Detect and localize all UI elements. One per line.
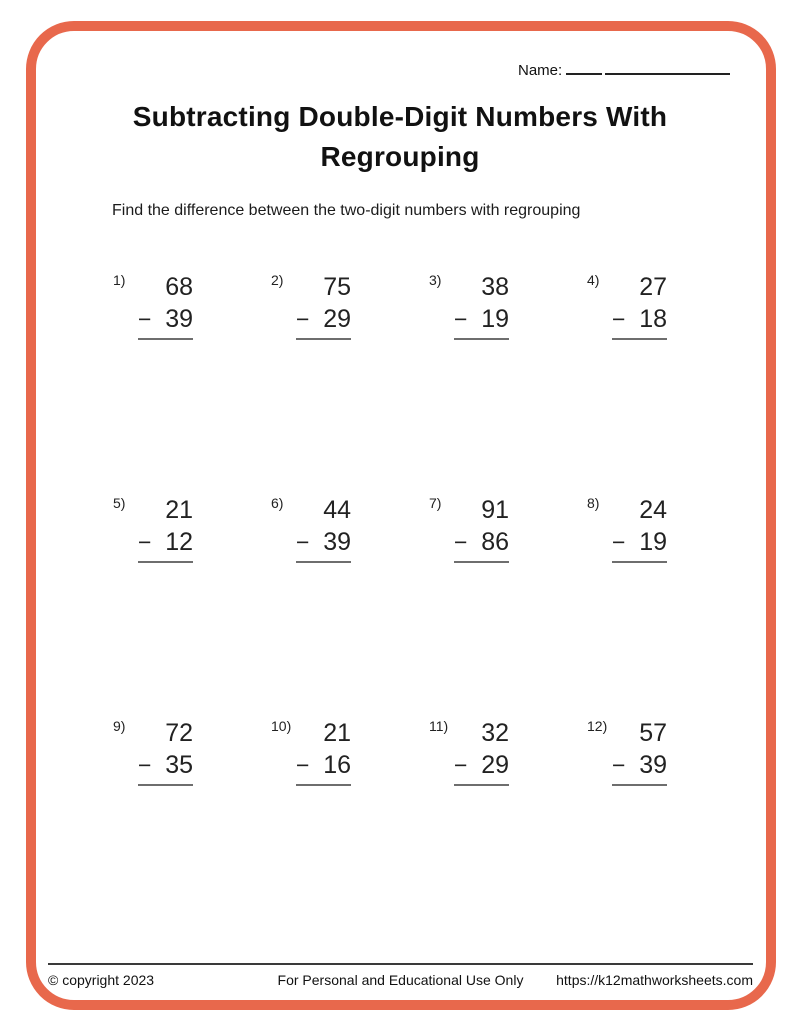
subtraction-problem — [429, 715, 587, 938]
problem-number: 9) — [113, 718, 126, 734]
answer-line — [612, 338, 667, 340]
problem-number: 10) — [271, 718, 292, 734]
minus-sign: − — [296, 306, 310, 332]
subtrahend-row — [454, 529, 509, 555]
copyright-text: © copyright 2023 — [48, 972, 155, 988]
subtrahend-row — [454, 752, 509, 778]
answer-line — [612, 561, 667, 563]
problem-number: 5) — [113, 495, 126, 511]
minus-sign: − — [612, 529, 626, 555]
usage-text: For Personal and Educational Use Only — [277, 972, 524, 988]
problem-number: 6) — [271, 495, 284, 511]
answer-line — [296, 338, 351, 340]
problem-body — [612, 715, 667, 786]
minus-sign: − — [612, 752, 626, 778]
subtrahend: 39 — [639, 751, 667, 779]
subtraction-problem — [587, 492, 745, 715]
minus-sign: − — [138, 752, 152, 778]
name-blank-line-long — [605, 60, 730, 75]
footer-divider — [48, 963, 753, 965]
minus-sign: − — [454, 306, 468, 332]
problem-body — [296, 715, 351, 786]
site-url: https://k12mathworksheets.com — [556, 972, 753, 988]
instruction-text: Find the difference between the two-digit numbers with regrouping — [112, 202, 581, 219]
subtraction-problem — [113, 715, 271, 938]
minuend: 91 — [481, 496, 509, 524]
subtrahend: 19 — [639, 528, 667, 556]
subtrahend: 16 — [323, 751, 351, 779]
minuend: 24 — [639, 496, 667, 524]
minus-sign: − — [296, 752, 310, 778]
subtraction-problem — [271, 715, 429, 938]
subtraction-problem — [429, 269, 587, 492]
problem-number: 12) — [587, 718, 608, 734]
answer-line — [612, 784, 667, 786]
subtrahend-row — [138, 752, 193, 778]
minuend: 21 — [165, 496, 193, 524]
problem-body — [454, 269, 509, 340]
subtraction-problem — [587, 269, 745, 492]
problem-body — [296, 492, 351, 563]
name-label: Name: — [518, 62, 563, 79]
problem-body — [612, 269, 667, 340]
subtrahend: 19 — [481, 305, 509, 333]
problem-body — [138, 492, 193, 563]
subtraction-problem — [271, 492, 429, 715]
minuend: 38 — [481, 273, 509, 301]
subtraction-problem — [271, 269, 429, 492]
footer — [48, 972, 753, 992]
subtrahend-row — [296, 529, 351, 555]
answer-line — [296, 561, 351, 563]
problem-body — [138, 715, 193, 786]
subtraction-problem — [113, 492, 271, 715]
answer-line — [454, 338, 509, 340]
problems-grid — [113, 269, 745, 938]
subtraction-problem — [113, 269, 271, 492]
minuend: 44 — [323, 496, 351, 524]
page-title-line1: Subtracting Double-Digit Numbers With — [132, 101, 668, 132]
subtrahend: 86 — [481, 528, 509, 556]
subtrahend-row — [612, 306, 667, 332]
minus-sign: − — [612, 306, 626, 332]
minuend: 57 — [639, 719, 667, 747]
minuend: 68 — [165, 273, 193, 301]
problem-number: 11) — [429, 718, 449, 734]
subtrahend-row — [296, 752, 351, 778]
subtrahend: 29 — [481, 751, 509, 779]
problem-body — [612, 492, 667, 563]
subtrahend-row — [296, 306, 351, 332]
minus-sign: − — [296, 529, 310, 555]
minus-sign: − — [138, 306, 152, 332]
answer-line — [138, 338, 193, 340]
answer-line — [454, 561, 509, 563]
minuend: 21 — [323, 719, 351, 747]
subtraction-problem — [429, 492, 587, 715]
subtrahend-row — [612, 529, 667, 555]
answer-line — [454, 784, 509, 786]
subtrahend: 39 — [165, 305, 193, 333]
problem-number: 3) — [429, 272, 442, 288]
minuend: 27 — [639, 273, 667, 301]
page-title — [0, 97, 800, 177]
subtrahend: 12 — [165, 528, 193, 556]
minuend: 75 — [323, 273, 351, 301]
problem-number: 4) — [587, 272, 600, 288]
problem-body — [138, 269, 193, 340]
minuend: 32 — [481, 719, 509, 747]
subtrahend-row — [612, 752, 667, 778]
minus-sign: − — [454, 752, 468, 778]
minuend: 72 — [165, 719, 193, 747]
subtrahend: 29 — [323, 305, 351, 333]
subtrahend: 39 — [323, 528, 351, 556]
page-title-line2: Regrouping — [320, 141, 480, 172]
answer-line — [138, 784, 193, 786]
problem-body — [454, 492, 509, 563]
problem-number: 2) — [271, 272, 284, 288]
subtrahend-row — [138, 529, 193, 555]
subtrahend: 35 — [165, 751, 193, 779]
minus-sign: − — [454, 529, 468, 555]
problem-body — [296, 269, 351, 340]
name-field — [518, 60, 730, 79]
subtrahend-row — [138, 306, 193, 332]
problem-number: 1) — [113, 272, 126, 288]
problem-number: 8) — [587, 495, 600, 511]
subtraction-problem — [587, 715, 745, 938]
subtrahend: 18 — [639, 305, 667, 333]
subtrahend-row — [454, 306, 509, 332]
answer-line — [138, 561, 193, 563]
problem-number: 7) — [429, 495, 442, 511]
answer-line — [296, 784, 351, 786]
name-blank-line-short — [566, 60, 602, 75]
minus-sign: − — [138, 529, 152, 555]
problem-body — [454, 715, 509, 786]
